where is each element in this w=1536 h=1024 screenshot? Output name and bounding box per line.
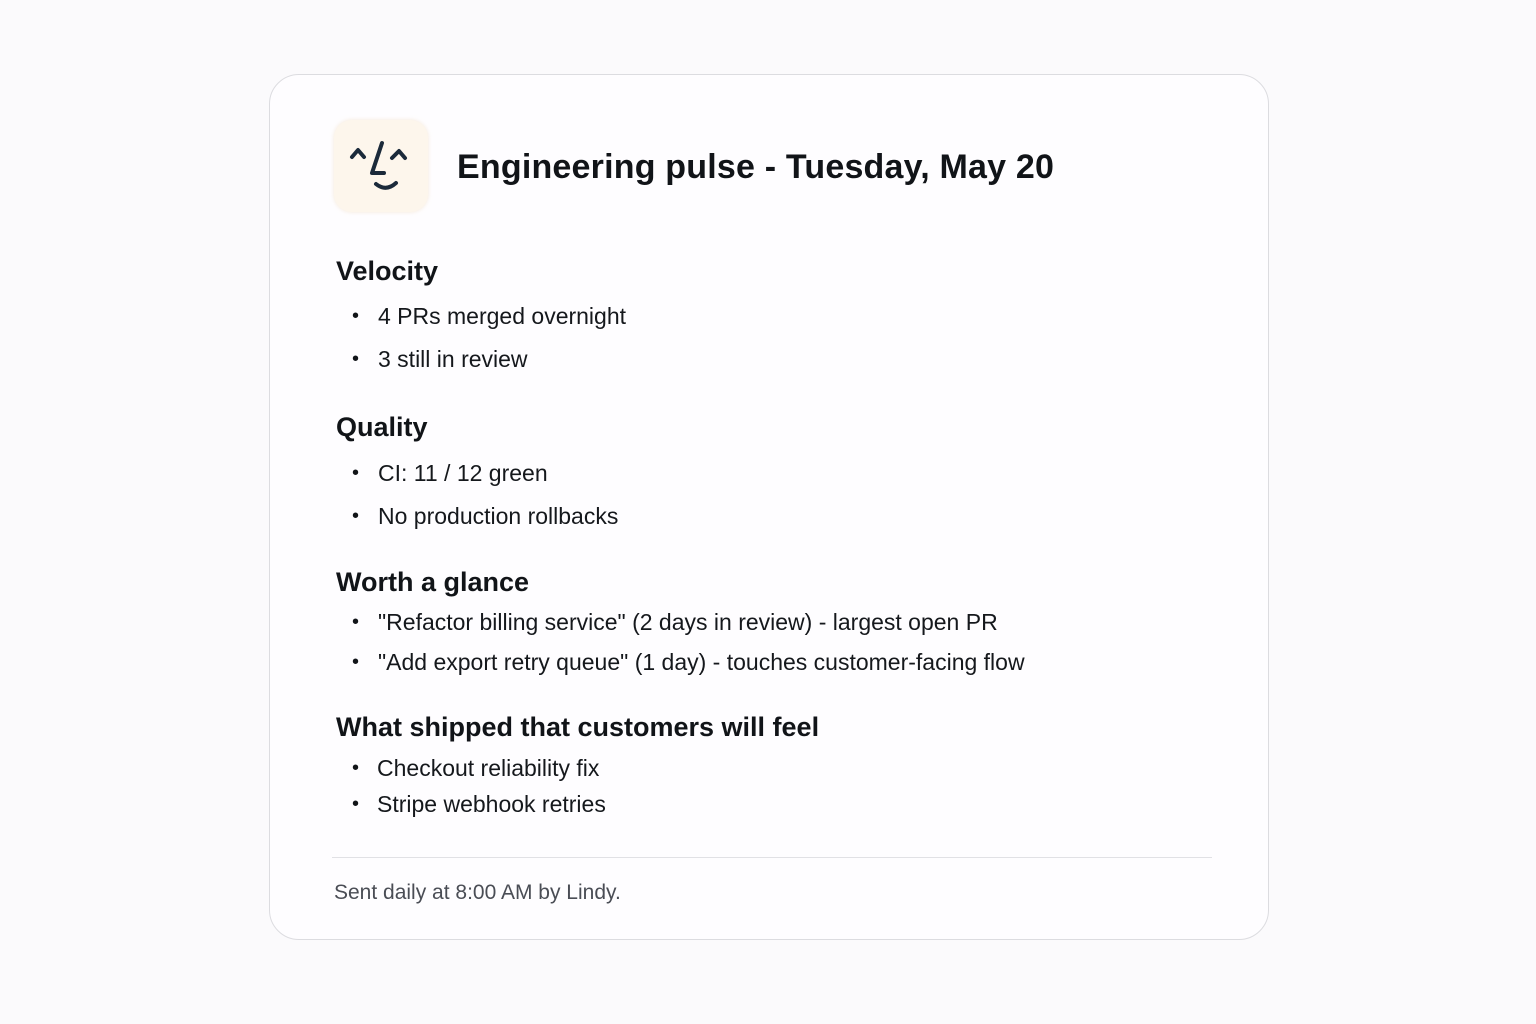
list-item: 3 still in review <box>378 346 528 372</box>
bullet-icon: • <box>352 462 360 484</box>
section-heading-what-shipped: What shipped that customers will feel <box>336 712 820 742</box>
bullet-icon: • <box>352 793 360 815</box>
digest-card <box>269 74 1269 940</box>
bullet-icon: • <box>352 348 360 370</box>
section-heading-worth-a-glance: Worth a glance <box>336 567 530 597</box>
lindy-logo-icon <box>334 120 428 212</box>
list-item: CI: 11 / 12 green <box>378 460 548 486</box>
footer-note: Sent daily at 8:00 AM by Lindy. <box>334 881 621 904</box>
section-heading-velocity: Velocity <box>336 256 439 286</box>
smiling-face-icon <box>334 120 428 212</box>
list-item: Checkout reliability fix <box>377 755 600 781</box>
list-item: 4 PRs merged overnight <box>378 303 627 329</box>
page-title: Engineering pulse - Tuesday, May 20 <box>457 148 1055 186</box>
bullet-icon: • <box>352 505 360 527</box>
list-item: No production rollbacks <box>378 503 619 529</box>
list-item: Stripe webhook retries <box>377 791 606 817</box>
list-item: "Add export retry queue" (1 day) - touches customer-facing flow <box>378 649 1025 675</box>
bullet-icon: • <box>352 305 360 327</box>
footer-divider <box>332 857 1212 858</box>
bullet-icon: • <box>352 757 360 779</box>
bullet-icon: • <box>352 651 360 673</box>
section-heading-quality: Quality <box>336 412 428 442</box>
bullet-icon: • <box>352 611 360 633</box>
list-item: "Refactor billing service" (2 days in review) - largest open PR <box>378 609 998 635</box>
